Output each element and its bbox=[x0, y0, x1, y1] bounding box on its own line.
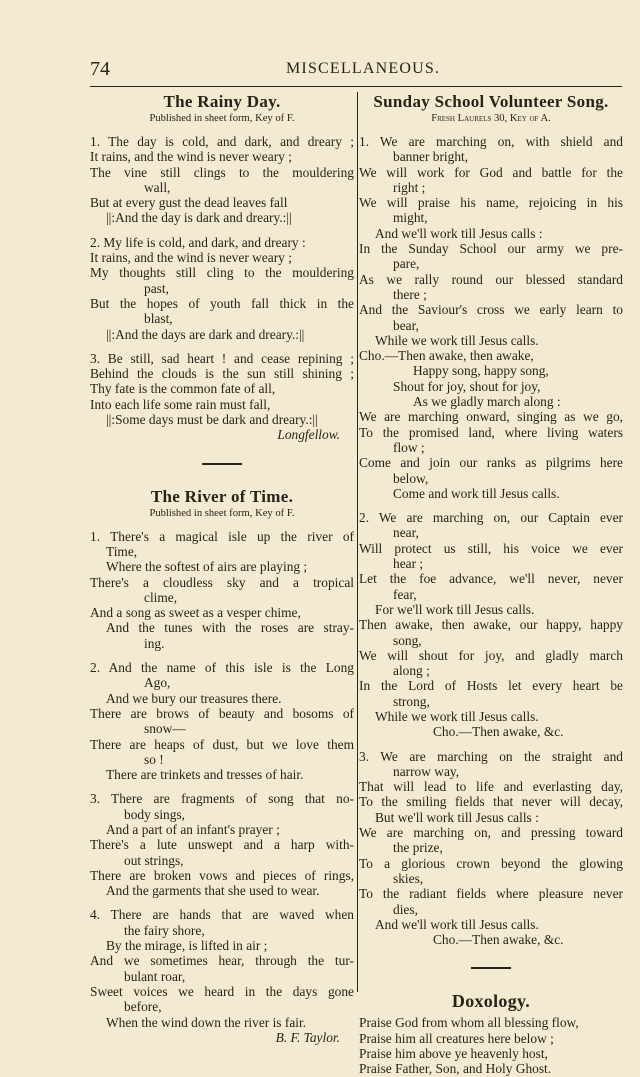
verse-line: body sings, bbox=[124, 806, 186, 822]
verse-line: To the smiling fields that never will decay, bbox=[359, 794, 623, 810]
verse-line: And the tunes with the roses are stray- bbox=[106, 620, 354, 636]
verse-line: flow ; bbox=[393, 439, 425, 455]
verse-line: We are marching onward, singing as we go, bbox=[359, 409, 623, 425]
verse-line: skies, bbox=[393, 870, 424, 886]
doxology-lines bbox=[359, 1015, 623, 1076]
stanza bbox=[90, 351, 354, 427]
verse-line: fear, bbox=[393, 586, 417, 602]
verse-line: There are broken vows and pieces of rings, bbox=[90, 867, 354, 883]
verse-line: There are heaps of dust, but we love them bbox=[90, 736, 354, 752]
verse-line: We are marching on, and pressing toward bbox=[359, 825, 623, 841]
verse-line: As we gladly march along : bbox=[413, 394, 561, 410]
verse-line: wall, bbox=[144, 179, 171, 195]
stanza-list bbox=[90, 529, 354, 1030]
hymn-title: The Rainy Day. bbox=[163, 92, 281, 111]
verse-line: near, bbox=[393, 525, 419, 541]
hymn-subtitle: Fresh Laurels 30, Key of A. bbox=[431, 113, 551, 124]
verse-line: As we rally round our blessed standard bbox=[359, 271, 623, 287]
verse-line: ||:And the days are dark and dreary.:|| bbox=[106, 326, 305, 342]
verse-line: Praise him above ye heavenly host, bbox=[359, 1046, 548, 1062]
verse-line: And we'll work till Jesus calls. bbox=[375, 916, 539, 932]
verse-line: bear, bbox=[393, 317, 419, 333]
verse-line: 4. There are hands that are waved when bbox=[90, 907, 354, 923]
verse-line: Time, bbox=[106, 543, 138, 559]
verse-line: The vine still clings to the mouldering bbox=[90, 164, 354, 180]
verse-line: Cho.—Then awake, then awake, bbox=[359, 348, 534, 364]
hymn-river-of-time bbox=[90, 487, 354, 1046]
verse-line: 3. Be still, sad heart ! and cease repining ; bbox=[90, 350, 354, 366]
verse-line: banner bright, bbox=[393, 149, 469, 165]
verse-line: And we'll work till Jesus calls : bbox=[375, 225, 543, 241]
verse-line: blast, bbox=[144, 311, 173, 327]
verse-line: In the Sunday School our army we pre- bbox=[359, 241, 623, 257]
verse-line: 3. There are fragments of song that no- bbox=[90, 791, 354, 807]
verse-line: And the Saviour's cross we early learn to bbox=[359, 302, 623, 318]
verse-line: Behind the clouds is the sun still shining ; bbox=[90, 366, 354, 382]
verse-line: Come and work till Jesus calls. bbox=[393, 485, 560, 501]
doxology bbox=[359, 991, 623, 1076]
stanza bbox=[90, 907, 354, 1029]
verse-line: By the mirage, is lifted in air ; bbox=[106, 938, 268, 954]
verse-line: For we'll work till Jesus calls. bbox=[375, 601, 535, 617]
verse-line: Will protect us still, his voice we ever bbox=[359, 540, 623, 556]
hymn-title: Doxology. bbox=[451, 991, 531, 1012]
hymn-author: B. F. Taylor. bbox=[275, 1029, 340, 1045]
hymn-subtitle: Published in sheet form, Key of F. bbox=[149, 113, 295, 124]
verse-line: narrow way, bbox=[393, 763, 460, 779]
verse-line: ||:Some days must be dark and dreary.:|| bbox=[106, 412, 318, 428]
verse-line: Happy song, happy song, bbox=[413, 363, 549, 379]
verse-line: But at every gust the dead leaves fall bbox=[90, 195, 288, 211]
verse-line: That will lead to life and everlasting day, bbox=[359, 779, 623, 795]
verse-line: But the hopes of youth fall thick in the bbox=[90, 295, 354, 311]
verse-line: ing. bbox=[144, 635, 165, 651]
verse-line: Praise Father, Son, and Holy Ghost. bbox=[359, 1061, 552, 1077]
verse-line: dies, bbox=[393, 901, 418, 917]
stanza bbox=[359, 510, 623, 739]
verse-line: To a glorious crown beyond the glowing bbox=[359, 855, 623, 871]
verse-line: pare, bbox=[393, 256, 420, 272]
right-column bbox=[359, 92, 623, 1077]
verse-line: And a song as sweet as a vesper chime, bbox=[90, 605, 301, 621]
verse-line: before, bbox=[124, 999, 162, 1015]
verse-line: below, bbox=[393, 470, 429, 486]
verse-line: past, bbox=[144, 280, 169, 296]
verse-line: To the promised land, where living waters bbox=[359, 424, 623, 440]
stanza bbox=[90, 791, 354, 898]
verse-line: We will shout for joy, and gladly march bbox=[359, 647, 623, 663]
stanza bbox=[359, 134, 623, 501]
verse-line: But we'll work till Jesus calls : bbox=[375, 809, 539, 825]
verse-line: song, bbox=[393, 632, 422, 648]
verse-line: 1. The day is cold, and dark, and dreary ; bbox=[90, 134, 354, 149]
verse-line: To the radiant fields where pleasure never bbox=[359, 886, 623, 902]
verse-line: strong, bbox=[393, 693, 430, 709]
verse-line: 1. We are marching on, with shield and bbox=[359, 134, 623, 149]
page-number: 74 bbox=[90, 58, 110, 80]
verse-line: bulant roar, bbox=[124, 968, 186, 984]
left-column bbox=[90, 92, 354, 1045]
verse-line: There's a lute unswept and a harp with- bbox=[90, 837, 354, 853]
verse-line: Thy fate is the common fate of all, bbox=[90, 381, 276, 397]
column-divider bbox=[357, 92, 358, 992]
verse-line: While we work till Jesus calls. bbox=[375, 708, 539, 724]
verse-line: ||:And the day is dark and dreary.:|| bbox=[106, 210, 292, 226]
verse-line: Ago, bbox=[144, 675, 171, 691]
hymn-title: The River of Time. bbox=[150, 486, 294, 506]
verse-line: snow— bbox=[144, 721, 186, 737]
verse-line: Cho.—Then awake, &c. bbox=[433, 724, 564, 740]
verse-line: It rains, and the wind is never weary ; bbox=[90, 149, 292, 165]
verse-line: the fairy shore, bbox=[124, 922, 205, 938]
verse-line: And we sometimes hear, through the tur- bbox=[90, 953, 354, 969]
verse-line: It rains, and the wind is never weary ; bbox=[90, 250, 292, 266]
verse-line: 2. My life is cold, and dark, and dreary : bbox=[90, 234, 306, 250]
verse-line: so ! bbox=[144, 751, 164, 767]
verse-line: out strings, bbox=[124, 852, 184, 868]
verse-line: Praise God from whom all blessing flow, bbox=[359, 1015, 579, 1031]
verse-line: When the wind down the river is fair. bbox=[106, 1014, 307, 1030]
verse-line: There's a cloudless sky and a tropical bbox=[90, 574, 354, 590]
section-separator bbox=[202, 463, 242, 465]
verse-line: In the Lord of Hosts let every heart be bbox=[359, 678, 623, 694]
verse-line: 3. We are marching on the straight and bbox=[359, 748, 623, 764]
verse-line: There are trinkets and tresses of hair. bbox=[106, 767, 304, 783]
hymn-sunday-school bbox=[359, 92, 623, 947]
verse-line: there ; bbox=[393, 286, 427, 302]
verse-line: Let the foe advance, we'll never, never bbox=[359, 571, 623, 587]
verse-line: Cho.—Then awake, &c. bbox=[433, 932, 564, 948]
verse-line: We will praise his name, rejoicing in his bbox=[359, 195, 623, 211]
verse-line: might, bbox=[393, 210, 428, 226]
verse-line: Where the softest of airs are playing ; bbox=[106, 559, 308, 575]
hymn-author: Longfellow. bbox=[277, 427, 340, 443]
hymn-title: Sunday School Volunteer Song. bbox=[373, 92, 609, 111]
stanza bbox=[359, 749, 623, 948]
verse-line: Come and join our ranks as pilgrims here bbox=[359, 455, 623, 471]
verse-line: While we work till Jesus calls. bbox=[375, 332, 539, 348]
hymn-rainy-day bbox=[90, 92, 354, 443]
stanza bbox=[90, 134, 354, 226]
verse-line: Sweet voices we heard in the days gone bbox=[90, 983, 354, 999]
verse-line: Shout for joy, shout for joy, bbox=[393, 378, 541, 394]
stanza bbox=[90, 529, 354, 651]
verse-line: And the garments that she used to wear. bbox=[106, 883, 320, 899]
verse-line: along ; bbox=[393, 663, 430, 679]
stanza bbox=[90, 660, 354, 782]
stanza-list bbox=[359, 134, 623, 947]
verse-line: And we bury our treasures there. bbox=[106, 690, 282, 706]
verse-line: right ; bbox=[393, 179, 426, 195]
hymn-subtitle: Published in sheet form, Key of F. bbox=[149, 507, 295, 519]
running-head: MISCELLANEOUS. bbox=[286, 60, 441, 77]
page-header bbox=[90, 58, 620, 86]
verse-line: Into each life some rain must fall, bbox=[90, 396, 271, 412]
verse-line: 2. We are marching on, our Captain ever bbox=[359, 510, 623, 526]
verse-line: We will work for God and battle for the bbox=[359, 164, 623, 180]
verse-line: And a part of an infant's prayer ; bbox=[106, 821, 280, 837]
verse-line: 1. There's a magical isle up the river of bbox=[90, 528, 354, 544]
verse-line: 2. And the name of this isle is the Long bbox=[90, 660, 354, 676]
verse-line: Praise him all creatures here below ; bbox=[359, 1030, 554, 1046]
verse-line: Then awake, then awake, our happy, happy bbox=[359, 617, 623, 633]
verse-line: My thoughts still cling to the mouldering bbox=[90, 265, 354, 281]
verse-line: clime, bbox=[144, 589, 178, 605]
verse-line: hear ; bbox=[393, 556, 424, 572]
section-separator bbox=[471, 967, 511, 969]
stanza-list bbox=[90, 134, 354, 427]
verse-line: the prize, bbox=[393, 840, 443, 856]
header-rule bbox=[90, 86, 622, 87]
stanza bbox=[90, 235, 354, 342]
verse-line: There are brows of beauty and bosoms of bbox=[90, 705, 354, 721]
